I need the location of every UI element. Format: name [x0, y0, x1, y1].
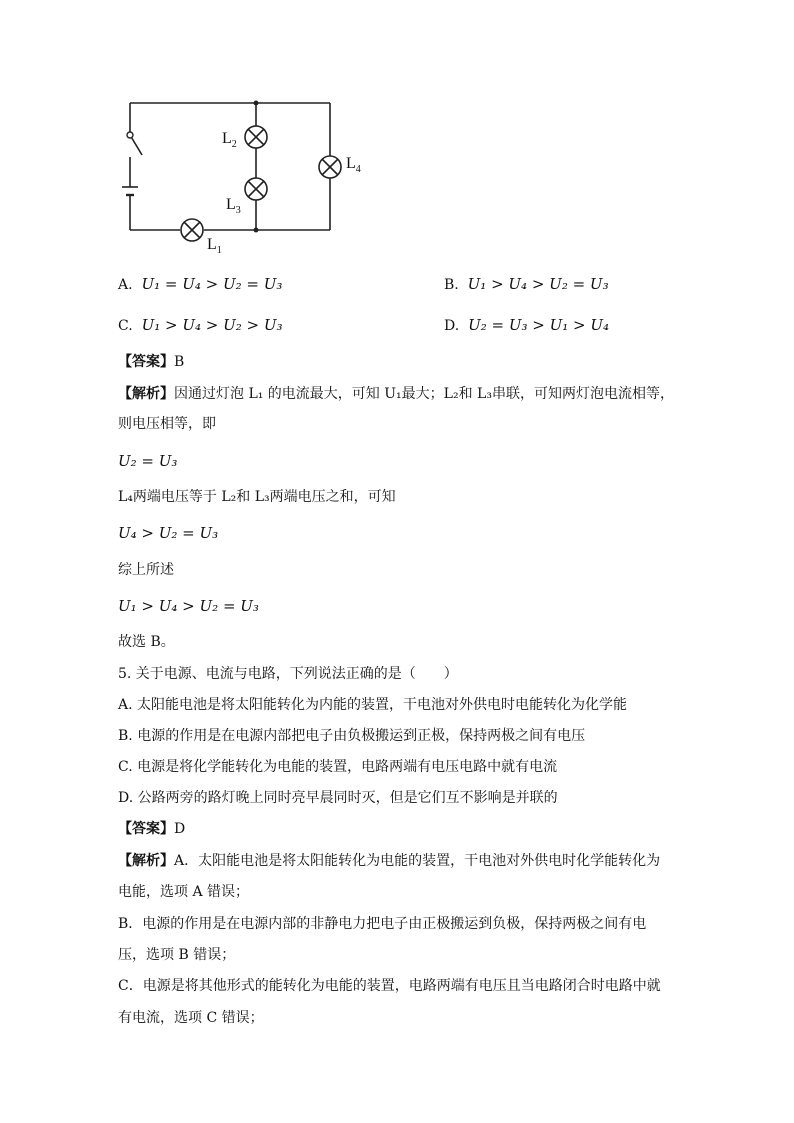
- label-L4: $L_4$: [346, 155, 361, 176]
- q4-option-b: B. U₁ > U₄ > U₂ = U₃: [444, 275, 609, 293]
- switch-pivot: [127, 132, 133, 138]
- q5-answer: 【答案】D: [118, 821, 186, 837]
- q4-analysis-line-3: L₄两端电压等于 L₂和 L₃两端电压之和，可知: [118, 489, 396, 505]
- lamp-L2-icon: [245, 126, 267, 148]
- junction-top: [254, 101, 259, 106]
- circuit-diagram: [110, 95, 380, 265]
- q5-stem: 5. 关于电源、电流与电路，下列说法正确的是（ ）: [118, 666, 458, 682]
- label-L2: $L_2$: [222, 130, 237, 151]
- lamp-L3-icon: [245, 178, 267, 200]
- q4-analysis-line-2: 则电压相等，即: [118, 416, 216, 432]
- q4-equation-3: U₁ > U₄ > U₂ = U₃: [118, 597, 259, 615]
- q5-analysis-line-3: B．电源的作用是在电源内部的非静电力把电子由正极搬运到负极，保持两极之间有电: [118, 916, 647, 932]
- q5-analysis-line-1: 【解析】A．太阳能电池是将太阳能转化为电能的装置，干电池对外供电时化学能转化为: [118, 853, 661, 869]
- q4-equation-2: U₄ > U₂ = U₃: [118, 524, 219, 542]
- q4-analysis-line-5: 故选 B。: [118, 634, 175, 650]
- q4-option-a: A. U₁ = U₄ > U₂ = U₃: [118, 275, 283, 293]
- label-L1: $L_1$: [207, 236, 222, 257]
- lamp-L1-icon: [181, 219, 203, 241]
- q5-analysis-line-2: 电能，选项 A 错误；: [118, 884, 250, 900]
- junction-bottom: [254, 228, 259, 233]
- lamp-L4-icon: [319, 156, 341, 178]
- q4-equation-1: U₂ = U₃: [118, 452, 178, 470]
- q4-option-d: D. U₂ = U₃ > U₁ > U₄: [444, 316, 610, 334]
- q4-answer: 【答案】B: [118, 354, 185, 370]
- q4-option-c: C. U₁ > U₄ > U₂ > U₃: [118, 316, 283, 334]
- q5-option-c: C. 电源是将化学能转化为电能的装置，电路两端有电压电路中就有电流: [118, 759, 558, 775]
- q5-analysis-line-5: C．电源是将其他形式的能转化为电能的装置，电路两端有电压且当电路闭合时电路中就: [118, 978, 661, 994]
- q5-option-d: D. 公路两旁的路灯晚上同时亮早晨同时灭，但是它们互不影响是并联的: [118, 790, 558, 806]
- q5-option-b: B. 电源的作用是在电源内部把电子由负极搬运到正极，保持两极之间有电压: [118, 728, 586, 744]
- q5-option-a: A. 太阳能电池是将太阳能转化为内能的装置，干电池对外供电时电能转化为化学能: [118, 697, 628, 713]
- q5-analysis-line-6: 有电流，选项 C 错误；: [118, 1010, 264, 1026]
- q5-analysis-line-4: 压，选项 B 错误；: [118, 947, 236, 963]
- q4-analysis-line-4: 综上所述: [118, 562, 174, 578]
- q4-analysis-line-1: 【解析】因通过灯泡 L₁ 的电流最大，可知 U₁最大；L₂和 L₃串联，可知两灯泡电流相等，: [118, 386, 674, 402]
- label-L3: $L_3$: [226, 196, 241, 217]
